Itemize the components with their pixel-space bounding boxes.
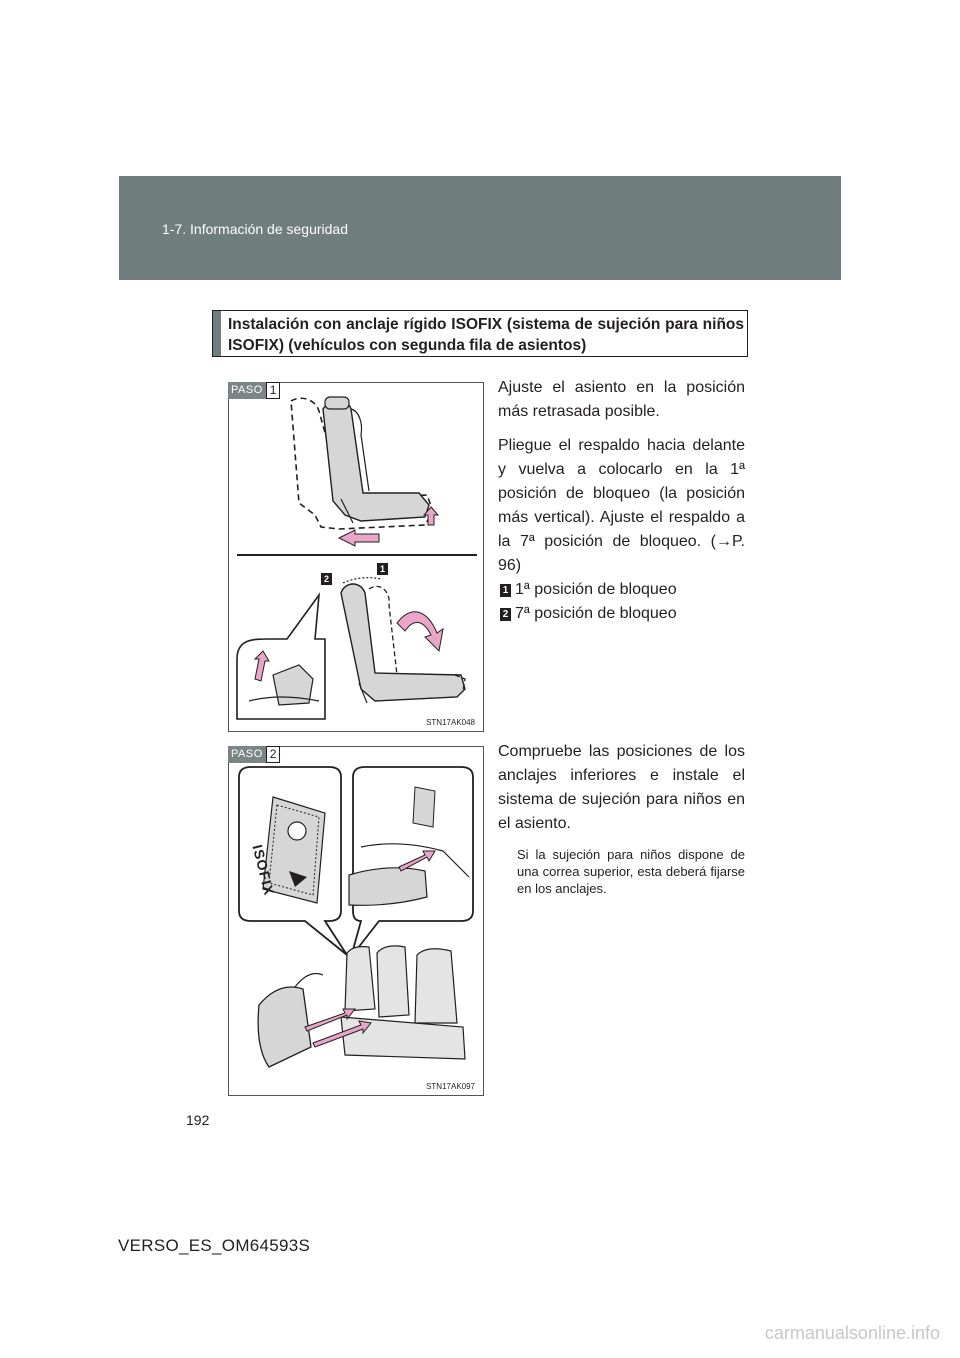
breadcrumb: 1-7. Información de seguridad [162, 221, 348, 237]
watermark: carmanualsonline.info [764, 1323, 940, 1343]
legend-label: 1ª posición de bloqueo [515, 581, 677, 598]
step1-text [498, 376, 745, 588]
section-title-accent [213, 311, 221, 356]
isofix-illustration [229, 747, 485, 1097]
step1-figure [228, 382, 484, 732]
figure-id: STN17AK048 [426, 718, 475, 727]
step1-paragraph-2: Pliegue el respaldo hacia delante y vuelva a colocarlo en la 1ª posición de bloqueo (la posición más vertical). Ajuste el respaldo a la 7ª posición de bloqueo. (→P. 96) [498, 437, 745, 574]
step2-text [498, 740, 745, 846]
step2-figure [228, 746, 484, 1096]
step1-badge [228, 382, 280, 399]
legend-item-1 [500, 580, 677, 600]
step-number: 1 [266, 382, 281, 399]
step2-note: Si la sujeción para niños dispone de una correa superior, esta deberá fijarse en los anclajes. [517, 847, 745, 896]
step2-badge [228, 746, 280, 763]
legend-label: 7ª posición de bloqueo [515, 605, 677, 622]
callout-2: 2 [323, 574, 329, 584]
section-title: Instalación con anclaje rígido ISOFIX (sistema de sujeción para niños ISOFIX) (vehículos con segunda fila de asientos) [228, 316, 744, 354]
page-number: 192 [186, 1112, 210, 1128]
section-title-box [212, 310, 748, 357]
header-bar [119, 176, 841, 280]
step-number: 2 [266, 746, 281, 763]
legend-item-2 [500, 604, 677, 624]
figure-id: STN17AK097 [426, 1082, 475, 1091]
legend-number: 1 [500, 584, 511, 597]
document-code: VERSO_ES_OM64593S [118, 1236, 311, 1255]
legend-number: 2 [500, 608, 511, 621]
step2-paragraph-1: Compruebe las posiciones de los anclajes inferiores e instale el sistema de sujeción para niños en el asiento. [498, 743, 745, 832]
isofix-label: ISOFIX [249, 843, 278, 898]
step1-paragraph-1: Ajuste el asiento en la posición más retrasada posible. [498, 379, 745, 420]
step-label: PASO [228, 746, 266, 763]
seat-recline-illustration [229, 383, 485, 733]
step-label: PASO [228, 382, 266, 399]
callout-1: 1 [379, 564, 385, 574]
